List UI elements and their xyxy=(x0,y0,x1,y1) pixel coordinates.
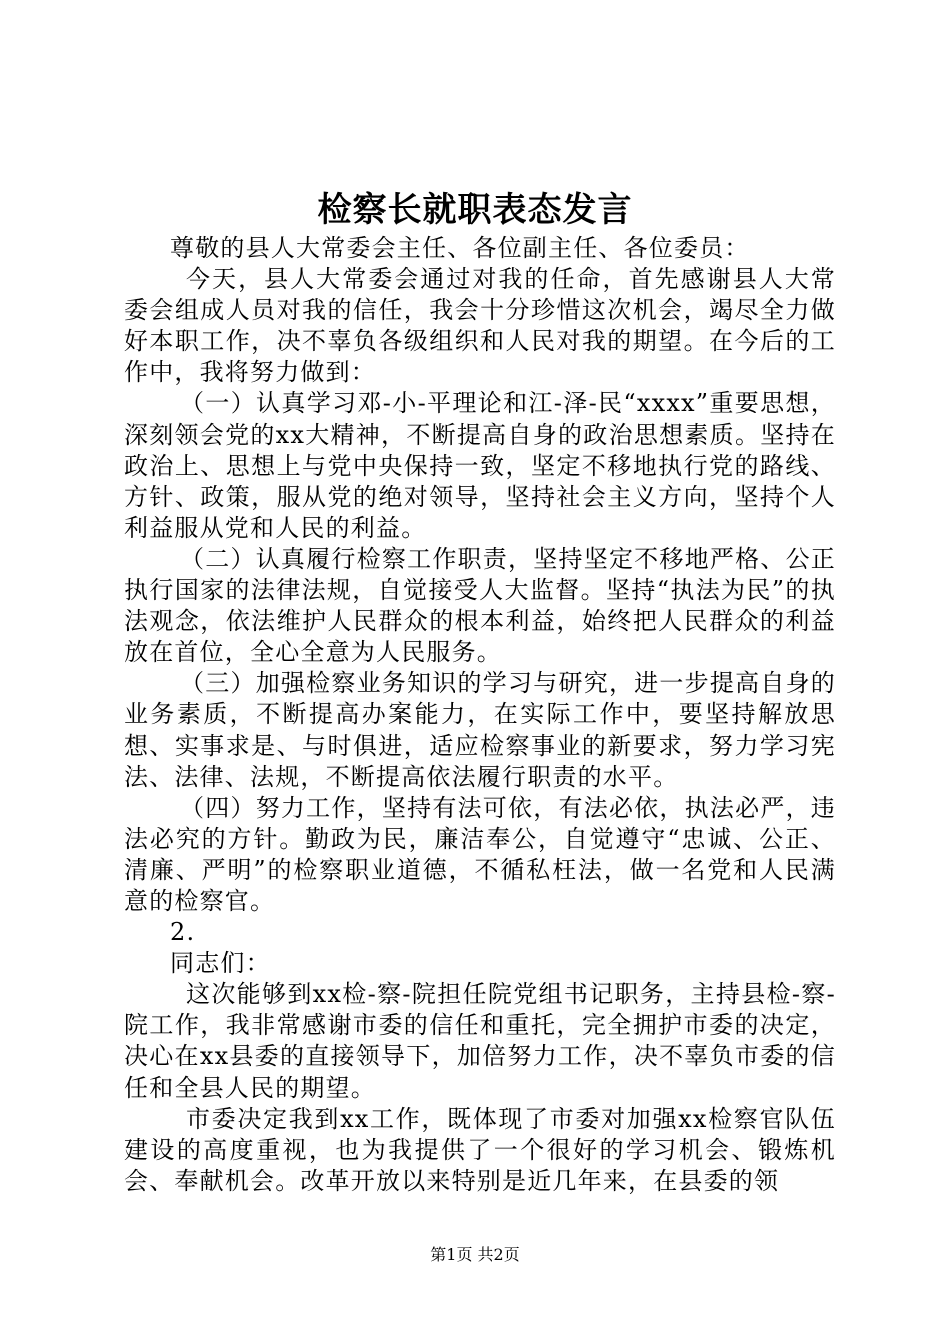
page-footer: 第1页 共2页 xyxy=(430,1245,520,1264)
paragraph: （一）认真学习邓-小-平理论和江-泽-民“xxxx”重要思想，深刻领会党的xx大精神，不断提高自身的政治思想素质。坚持在政治上、思想上与党中央保持一致，坚定不移地执行党的路线、方针、政策，服从党的绝对领导，坚持社会主义方向，坚持个人利益服从党和人民的利益。 xyxy=(124,389,836,542)
paragraph: 今天，县人大常委会通过对我的任命，首先感谢县人大常委会组成人员对我的信任，我会十分珍惜这次机会，竭尽全力做好本职工作，决不辜负各级组织和人民对我的期望。在今后的工作中，我将努力做到： xyxy=(124,265,836,387)
document-body xyxy=(124,233,836,1197)
paragraph: 市委决定我到xx工作，既体现了市委对加强xx检察官队伍建设的高度重视，也为我提供了一个很好的学习机会、锻炼机会、奉献机会。改革开放以来特别是近几年来，在县委的领 xyxy=(124,1104,836,1195)
paragraph: 尊敬的县人大常委会主任、各位副主任、各位委员： xyxy=(170,234,750,262)
paragraph: （三）加强检察业务知识的学习与研究，进一步提高自身的业务素质，不断提高办案能力，在实际工作中，要坚持解放思想、实事求是、与时俱进，适应检察事业的新要求，努力学习宪法、法律、法规，不断提高依法履行职责的水平。 xyxy=(124,669,836,791)
paragraph: （二）认真履行检察工作职责，坚持坚定不移地严格、公正执行国家的法律法规，自觉接受人大监督。坚持“执法为民”的执法观念，依法维护人民群众的根本利益，始终把人民群众的利益放在首位，全心全意为人民服务。 xyxy=(124,544,836,667)
paragraph: 2. xyxy=(170,918,196,947)
paragraph: 同志们： xyxy=(170,949,271,978)
document-title: 检察长就职表态发言 xyxy=(317,190,633,230)
paragraph: 这次能够到xx检-察-院担任院党组书记职务，主持县检-察-院工作，我非常感谢市委的信任和重托，完全拥护市委的决定，决心在xx县委的直接领导下，加倍努力工作，决不辜负市委的信任和全县人民的期望。 xyxy=(124,980,836,1102)
paragraph: （四）努力工作，坚持有法可依，有法必依，执法必严，违法必究的方针。勤政为民，廉洁奉公，自觉遵守“忠诚、公正、清廉、严明”的检察职业道德，不循私枉法，做一名党和人民满意的检察官。 xyxy=(124,793,836,915)
